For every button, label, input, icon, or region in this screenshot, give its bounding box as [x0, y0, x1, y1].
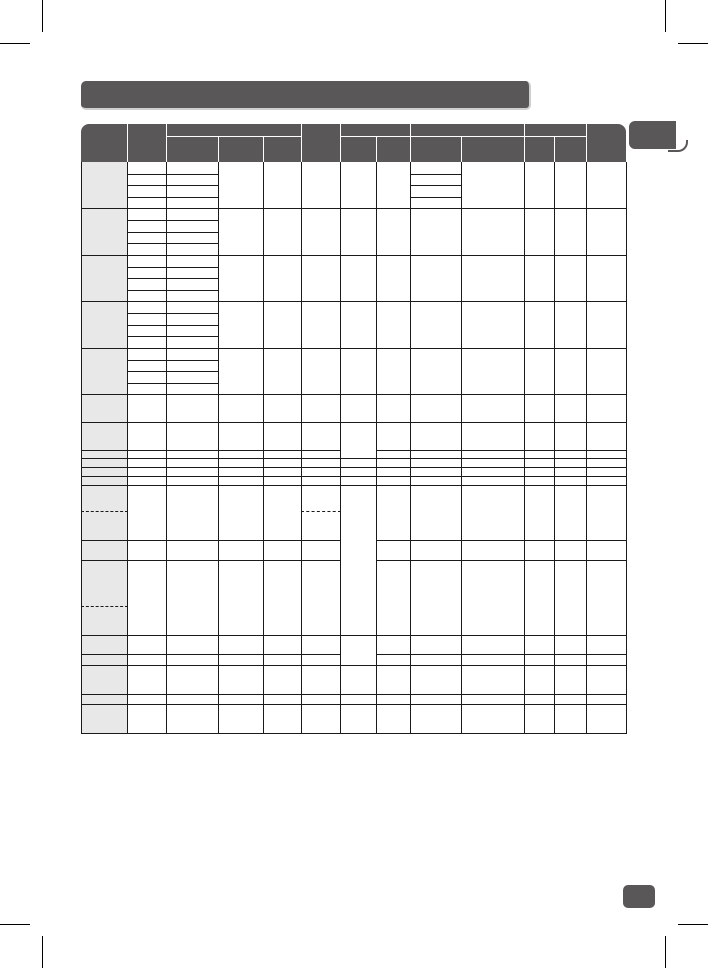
grid-line — [127, 185, 219, 186]
grid-line — [340, 162, 341, 734]
grid-line — [461, 162, 462, 734]
header-divider — [166, 136, 302, 137]
grid-line — [127, 267, 219, 268]
grid-line — [81, 485, 627, 486]
grid-line — [127, 162, 128, 734]
grid-line — [81, 162, 82, 734]
grid-line — [376, 654, 627, 655]
header-divider — [301, 124, 302, 163]
grid-line — [127, 371, 219, 372]
grid-line — [127, 325, 219, 326]
header-divider — [554, 136, 555, 163]
grid-line — [127, 336, 219, 337]
grid-line — [410, 174, 462, 175]
section-header-bar — [81, 81, 531, 110]
grid-line — [218, 162, 219, 734]
header-divider — [340, 124, 341, 163]
grid-line — [81, 654, 341, 655]
grid-line — [376, 540, 627, 541]
grid-line — [127, 232, 219, 233]
grid-line — [524, 162, 525, 734]
header-divider — [410, 136, 525, 137]
crop-mark — [0, 924, 30, 925]
grid-line — [586, 162, 587, 734]
grid-line — [81, 458, 627, 459]
grid-line — [127, 278, 219, 279]
grid-line — [127, 313, 219, 314]
grid-line — [127, 243, 219, 244]
grid-line — [81, 704, 627, 705]
grid-line — [263, 162, 264, 734]
grid-line — [410, 197, 462, 198]
crop-mark — [678, 924, 708, 925]
crop-mark — [678, 43, 708, 44]
grid-line — [81, 476, 627, 477]
tab-fold-decoration — [668, 140, 688, 152]
table-header — [81, 124, 626, 162]
header-divider — [218, 136, 219, 163]
grid-line — [166, 162, 167, 734]
grid-line — [81, 450, 341, 451]
grid-line — [376, 560, 627, 561]
grid-line — [81, 540, 341, 541]
header-divider — [166, 124, 167, 163]
specification-table — [81, 124, 626, 733]
grid-line — [81, 665, 627, 666]
crop-mark — [665, 0, 666, 32]
grid-line — [376, 162, 377, 734]
grid-line — [127, 174, 219, 175]
header-divider — [263, 136, 264, 163]
header-divider — [410, 124, 411, 163]
grid-line — [81, 694, 627, 695]
header-divider — [524, 136, 587, 137]
crop-mark — [42, 936, 43, 968]
crop-mark — [42, 0, 43, 32]
grid-line — [81, 208, 627, 209]
grid-line — [81, 255, 627, 256]
header-divider — [461, 136, 462, 163]
header-divider — [586, 124, 587, 163]
grid-line — [81, 394, 627, 395]
crop-mark — [665, 936, 666, 968]
grid-line — [127, 360, 219, 361]
header-divider — [376, 136, 377, 163]
header-divider — [524, 124, 525, 163]
grid-line — [554, 162, 555, 734]
grid-line — [81, 635, 627, 636]
grid-line — [626, 162, 627, 734]
first-column-shading — [81, 162, 127, 733]
grid-line — [376, 450, 627, 451]
grid-line — [127, 383, 219, 384]
grid-line — [81, 301, 627, 302]
dashed-line — [301, 511, 341, 512]
dashed-line — [81, 511, 128, 512]
grid-line — [127, 197, 219, 198]
grid-line — [81, 733, 627, 734]
grid-line — [410, 185, 462, 186]
grid-line — [301, 162, 302, 734]
grid-line — [81, 560, 341, 561]
dashed-line — [81, 606, 128, 607]
grid-line — [410, 162, 411, 734]
grid-line — [81, 422, 627, 423]
grid-line — [81, 348, 627, 349]
grid-line — [127, 220, 219, 221]
header-divider — [127, 124, 128, 163]
crop-mark — [0, 43, 30, 44]
page-number-badge — [623, 885, 655, 908]
grid-line — [81, 467, 627, 468]
grid-line — [127, 290, 219, 291]
